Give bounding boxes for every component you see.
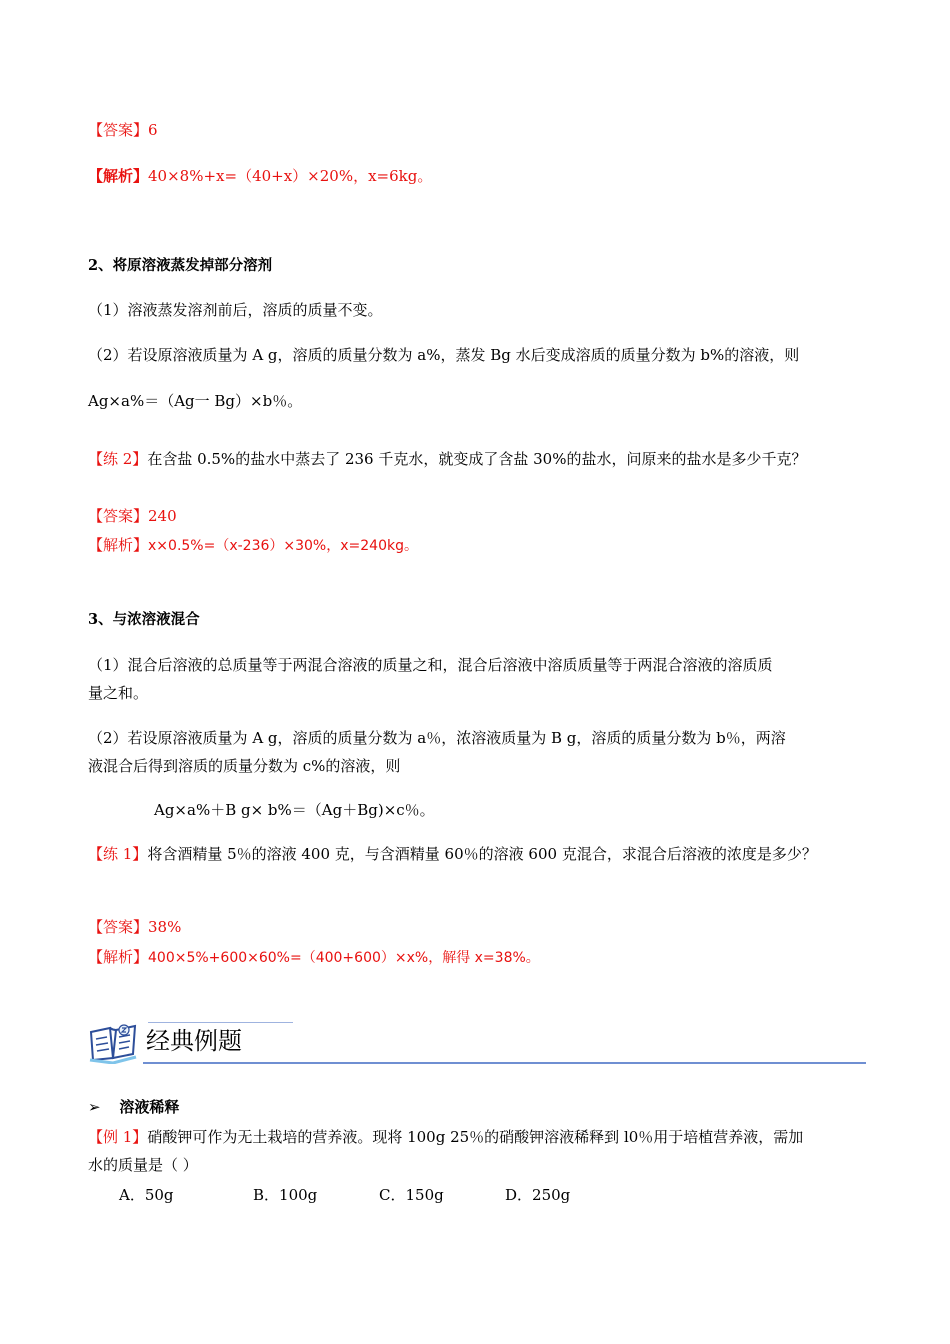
example-text: 硝酸钾可作为无土栽培的营养液。现将 100g 25％的硝酸钾溶液稀释到 l0％用于培植营养液，需加 (147, 1128, 804, 1146)
paragraph: （1）混合后溶液的总质量等于两混合溶液的质量之和，混合后溶液中溶质质量等于两混合溶液的溶质质 (88, 656, 773, 674)
explanation-value: 40×8%+x=（40+x）×20%，x=6kg。 (148, 167, 433, 185)
option-b: B．100g (253, 1186, 318, 1204)
example-topic: 溶液稀释 (119, 1098, 180, 1116)
answer-value: 240 (148, 507, 177, 525)
practice-tag: 【练 1】 (88, 845, 148, 863)
answer-value: 6 (148, 121, 158, 139)
example-question (88, 1127, 803, 1147)
heading-evaporate: 2、将原溶液蒸发掉部分溶剂 (88, 257, 273, 274)
explanation-tag: 【解析】 (88, 536, 149, 554)
paragraph: （2）若设原溶液质量为 A g，溶质的质量分数为 a％，浓溶液质量为 B g，溶质的质量分数为 b％，两溶 (88, 729, 786, 747)
answer-line-3 (88, 917, 181, 937)
answer-tag: 【答案】 (88, 918, 149, 936)
option-d: D．250g (505, 1186, 571, 1204)
explanation-value: x×0.5%=（x-236）×30%，x=240kg。 (148, 538, 418, 554)
paragraph: 量之和。 (88, 684, 149, 702)
explanation-line-3 (88, 947, 540, 968)
section-title: 经典例题 (146, 1027, 242, 1055)
section-banner (88, 1018, 866, 1066)
heading-mix: 3、与浓溶液混合 (88, 611, 200, 628)
explanation-tag: 【解析】 (88, 948, 149, 966)
example-question-cont: 水的质量是（ ） (88, 1156, 198, 1174)
explanation-tag: 【解析】 (88, 167, 149, 185)
explanation-line-2 (88, 535, 418, 556)
answer-line-2 (88, 506, 177, 526)
practice-text: 在含盐 0.5%的盐水中蒸去了 236 千克水，就变成了含盐 30%的盐水，问原来的盐水是多少千克？ (147, 450, 807, 468)
answer-tag: 【答案】 (88, 507, 149, 525)
example-tag: 【例 1】 (88, 1128, 148, 1146)
paragraph: 液混合后得到溶质的质量分数为 c%的溶液，则 (88, 757, 401, 775)
practice-text: 将含酒精量 5％的溶液 400 克，与含酒精量 60％的溶液 600 克混合，求混合后溶液的浓度是多少？ (147, 845, 817, 863)
formula: Ag×a%＝（Ag一 Bg）×b％。 (88, 392, 303, 410)
section-rule (143, 1062, 866, 1064)
banner-top-line (148, 1022, 293, 1023)
paragraph: （1）溶液蒸发溶剂前后，溶质的质量不变。 (88, 301, 383, 319)
open-book-icon (88, 1020, 138, 1068)
practice-question-1 (88, 844, 817, 864)
example-heading (88, 1097, 179, 1117)
answer-tag: 【答案】 (88, 121, 149, 139)
explanation-value: 400×5%+600×60%=（400+600）×x%，解得 x=38%。 (148, 950, 540, 966)
answer-line-1 (88, 120, 158, 140)
answer-value: 38% (148, 918, 182, 936)
option-c: C．150g (379, 1186, 444, 1204)
practice-tag: 【练 2】 (88, 450, 148, 468)
formula: Ag×a%＋B g× b%＝（Ag＋Bg)×c％。 (154, 801, 435, 819)
explanation-line-1 (88, 166, 432, 186)
bullet-arrow-icon: ➢ (88, 1098, 101, 1116)
practice-question-2 (88, 449, 806, 469)
option-a: A．50g (119, 1186, 174, 1204)
paragraph: （2）若设原溶液质量为 A g，溶质的质量分数为 a%，蒸发 Bg 水后变成溶质的质量分数为 b%的溶液，则 (88, 346, 800, 364)
